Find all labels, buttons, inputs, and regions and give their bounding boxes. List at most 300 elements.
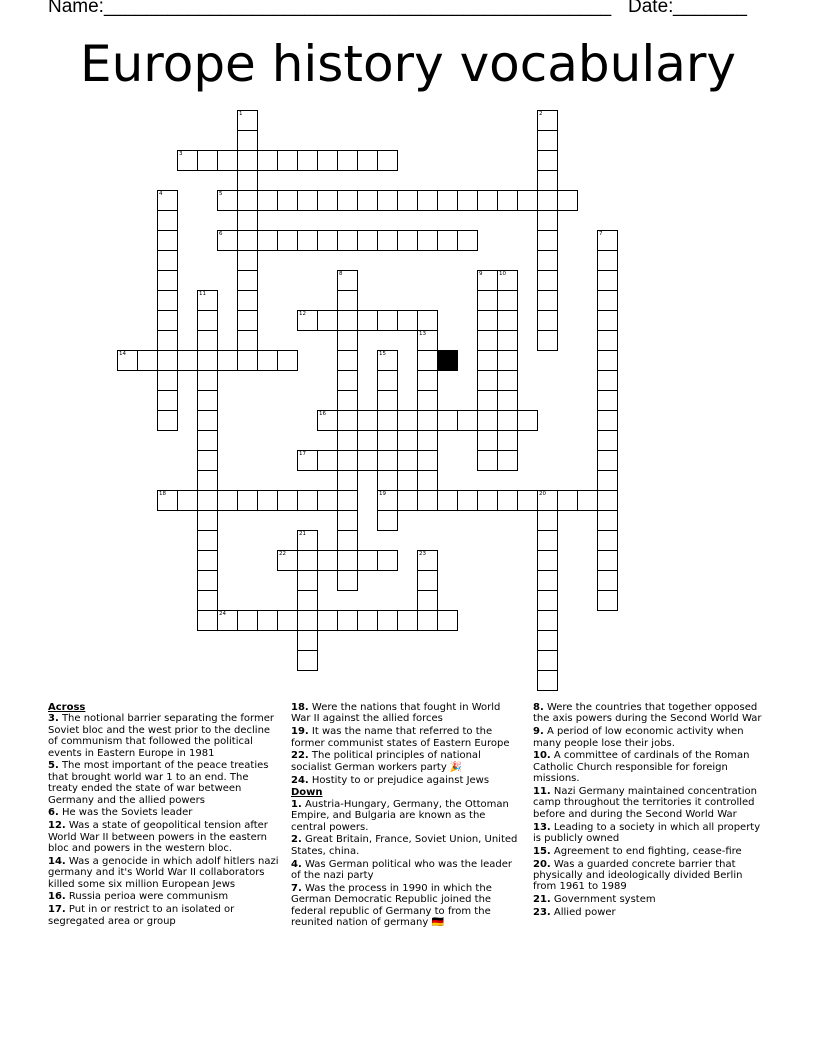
crossword-cell[interactable]: [537, 550, 558, 571]
crossword-cell[interactable]: [417, 470, 438, 491]
crossword-cell[interactable]: [317, 230, 338, 251]
crossword-cell[interactable]: [597, 290, 618, 311]
clue-item: [291, 750, 523, 773]
crossword-cell[interactable]: [397, 610, 418, 631]
crossword-cell[interactable]: [497, 330, 518, 351]
crossword-cell[interactable]: [297, 150, 318, 171]
crossword-cell[interactable]: [217, 230, 238, 251]
clue-number: 12.: [48, 820, 66, 832]
crossword-cell[interactable]: [337, 490, 358, 511]
crossword-cell[interactable]: [477, 390, 498, 411]
crossword-cell[interactable]: [197, 410, 218, 431]
crossword-cell[interactable]: [517, 190, 538, 211]
crossword-cell[interactable]: [217, 150, 238, 171]
crossword-cell[interactable]: [417, 550, 438, 571]
crossword-cell[interactable]: [377, 510, 398, 531]
crossword-cell[interactable]: [497, 310, 518, 331]
crossword-cell[interactable]: [377, 550, 398, 571]
date-blank-line[interactable]: _______: [673, 0, 747, 17]
crossword-cell[interactable]: [137, 350, 158, 371]
crossword-cell[interactable]: [117, 350, 138, 371]
crossword-cell[interactable]: [377, 450, 398, 471]
crossword-cell[interactable]: [417, 310, 438, 331]
crossword-cell[interactable]: [437, 410, 458, 431]
crossword-cell[interactable]: [537, 190, 558, 211]
crossword-cell[interactable]: [537, 570, 558, 591]
crossword-cell[interactable]: [597, 390, 618, 411]
clue-text: Was a guarded concrete barrier that physically and ideologically divided Berlin from 1961 to 1989: [533, 858, 743, 893]
crossword-cell[interactable]: [297, 490, 318, 511]
crossword-cell[interactable]: [157, 350, 178, 371]
crossword-cell[interactable]: [417, 610, 438, 631]
crossword-cell[interactable]: [537, 670, 558, 691]
clue-number: 21: [299, 531, 306, 537]
crossword-cell[interactable]: [237, 490, 258, 511]
crossword-cell[interactable]: [357, 410, 378, 431]
crossword-cell[interactable]: [337, 150, 358, 171]
crossword-cell[interactable]: [157, 210, 178, 231]
crossword-cell[interactable]: [437, 490, 458, 511]
clue-number: 10.: [533, 750, 551, 762]
crossword-cell[interactable]: [157, 390, 178, 411]
crossword-cell[interactable]: [417, 430, 438, 451]
crossword-cell[interactable]: [197, 430, 218, 451]
crossword-cell[interactable]: [417, 350, 438, 371]
crossword-cell[interactable]: [317, 610, 338, 631]
crossword-cell[interactable]: [317, 410, 338, 431]
crossword-cell[interactable]: [597, 450, 618, 471]
crossword-cell[interactable]: [477, 450, 498, 471]
clue-number: 11.: [533, 786, 551, 798]
crossword-cell[interactable]: [477, 490, 498, 511]
crossword-cell[interactable]: [597, 350, 618, 371]
crossword-cell[interactable]: [157, 250, 178, 271]
crossword-cell[interactable]: [357, 310, 378, 331]
crossword-cell[interactable]: [297, 530, 318, 551]
clue-item: [533, 846, 765, 857]
crossword-cell[interactable]: [377, 470, 398, 491]
clue-number: 20.: [533, 858, 551, 870]
crossword-cell[interactable]: [597, 310, 618, 331]
crossword-cell[interactable]: [377, 490, 398, 511]
crossword-cell[interactable]: [157, 190, 178, 211]
crossword-cell[interactable]: [317, 450, 338, 471]
crossword-cell[interactable]: [257, 230, 278, 251]
crossword-cell[interactable]: [397, 410, 418, 431]
crossword-cell[interactable]: [337, 370, 358, 391]
crossword-cell[interactable]: [417, 410, 438, 431]
crossword-cell[interactable]: [537, 110, 558, 131]
crossword-cell[interactable]: [537, 250, 558, 271]
crossword-cell[interactable]: [397, 450, 418, 471]
crossword-cell[interactable]: [497, 490, 518, 511]
crossword-cell[interactable]: [417, 590, 438, 611]
crossword-cell[interactable]: [237, 130, 258, 151]
crossword-cell[interactable]: [417, 190, 438, 211]
crossword-cell[interactable]: [297, 610, 318, 631]
crossword-cell[interactable]: [497, 370, 518, 391]
crossword-cell[interactable]: [337, 310, 358, 331]
clue-text: Was a state of geopolitical tension after World War II between powers in the eastern bloc and powers in the western bloc.: [48, 820, 268, 855]
crossword-cell[interactable]: [597, 410, 618, 431]
crossword-cell[interactable]: [477, 430, 498, 451]
crossword-cell[interactable]: [377, 230, 398, 251]
clue-text: Was the process in 1990 in which the German Democratic Republic joined the federal republic of Germany to from the reunited nation of germany 🇩🇪: [291, 882, 492, 929]
clue-item: [48, 891, 280, 902]
clue-number: 2: [539, 111, 543, 117]
name-blank-line[interactable]: ________________________________________________: [104, 0, 612, 17]
crossword-cell[interactable]: [537, 590, 558, 611]
crossword-cell[interactable]: [417, 570, 438, 591]
crossword-cell[interactable]: [597, 510, 618, 531]
clue-number: 1: [239, 111, 243, 117]
crossword-cell[interactable]: [537, 230, 558, 251]
clue-item: [533, 786, 765, 820]
crossword-cell[interactable]: [277, 350, 298, 371]
crossword-cell[interactable]: [337, 430, 358, 451]
crossword-cell[interactable]: [377, 410, 398, 431]
crossword-cell[interactable]: [377, 350, 398, 371]
crossword-cell[interactable]: [197, 390, 218, 411]
crossword-cell[interactable]: [377, 390, 398, 411]
crossword-cell[interactable]: [197, 570, 218, 591]
crossword-cell[interactable]: [337, 330, 358, 351]
crossword-cell[interactable]: [397, 230, 418, 251]
crossword-cell[interactable]: [237, 290, 258, 311]
crossword-cell[interactable]: [257, 610, 278, 631]
black-square: [437, 350, 458, 371]
crossword-cell[interactable]: [457, 490, 478, 511]
clue-number: 8.: [533, 702, 544, 713]
crossword-cell[interactable]: [197, 530, 218, 551]
crossword-cell[interactable]: [537, 270, 558, 291]
clue-number: 6: [219, 231, 223, 237]
crossword-cell[interactable]: [357, 610, 378, 631]
crossword-cell[interactable]: [197, 550, 218, 571]
crossword-cell[interactable]: [317, 150, 338, 171]
crossword-cell[interactable]: [297, 310, 318, 331]
crossword-cell[interactable]: [517, 410, 538, 431]
crossword-cell[interactable]: [237, 210, 258, 231]
across-clue-list-continued: [291, 702, 523, 786]
crossword-cell[interactable]: [297, 230, 318, 251]
crossword-cell[interactable]: [557, 490, 578, 511]
clue-item: [291, 702, 523, 725]
clue-text: Austria-Hungary, Germany, the Ottoman Empire, and Bulgaria are known as the central powers.: [291, 798, 509, 833]
crossword-cell[interactable]: [597, 550, 618, 571]
crossword-cell[interactable]: [317, 190, 338, 211]
crossword-cell[interactable]: [537, 510, 558, 531]
crossword-cell[interactable]: [277, 550, 298, 571]
clue-item: [533, 907, 765, 918]
clue-item: [48, 760, 280, 806]
clue-number: 13.: [533, 821, 551, 833]
crossword-cell[interactable]: [197, 490, 218, 511]
crossword-cell[interactable]: [597, 570, 618, 591]
clue-number: 3.: [48, 713, 59, 725]
crossword-cell[interactable]: [397, 190, 418, 211]
clue-number: 24.: [291, 774, 309, 786]
clue-number: 23.: [533, 907, 551, 919]
crossword-cell[interactable]: [597, 270, 618, 291]
crossword-cell[interactable]: [417, 490, 438, 511]
crossword-cell[interactable]: [597, 470, 618, 491]
crossword-cell[interactable]: [537, 490, 558, 511]
crossword-cell[interactable]: [317, 550, 338, 571]
clue-number: 9.: [533, 726, 544, 738]
crossword-cell[interactable]: [537, 150, 558, 171]
clue-item: [48, 807, 280, 818]
crossword-cell[interactable]: [357, 450, 378, 471]
crossword-cell[interactable]: [237, 250, 258, 271]
crossword-cell[interactable]: [597, 430, 618, 451]
crossword-cell[interactable]: [297, 630, 318, 651]
crossword-cell[interactable]: [337, 470, 358, 491]
crossword-cell[interactable]: [217, 350, 238, 371]
clue-item: [533, 726, 765, 749]
crossword-cell[interactable]: [197, 370, 218, 391]
crossword-cell[interactable]: [277, 190, 298, 211]
crossword-cell[interactable]: [377, 370, 398, 391]
crossword-cell[interactable]: [297, 570, 318, 591]
crossword-cell[interactable]: [297, 550, 318, 571]
crossword-cell[interactable]: [337, 550, 358, 571]
crossword-cell[interactable]: [277, 230, 298, 251]
crossword-cell[interactable]: [337, 570, 358, 591]
clue-number: 12: [299, 311, 306, 317]
crossword-cell[interactable]: [337, 230, 358, 251]
crossword-cell[interactable]: [257, 190, 278, 211]
clue-number: 1.: [291, 798, 302, 810]
crossword-cell[interactable]: [477, 270, 498, 291]
crossword-cell[interactable]: [557, 190, 578, 211]
clue-text: Agreement to end fighting, cease-fire: [550, 845, 742, 857]
crossword-cell[interactable]: [177, 490, 198, 511]
clue-number: 18: [159, 491, 166, 497]
crossword-cell[interactable]: [237, 330, 258, 351]
crossword-cell[interactable]: [497, 190, 518, 211]
crossword-cell[interactable]: [157, 290, 178, 311]
crossword-cell[interactable]: [537, 530, 558, 551]
crossword-cell[interactable]: [297, 590, 318, 611]
clue-number: 19.: [291, 726, 309, 738]
crossword-cell[interactable]: [417, 450, 438, 471]
crossword-cell[interactable]: [537, 210, 558, 231]
crossword-cell[interactable]: [337, 190, 358, 211]
crossword-cell[interactable]: [157, 310, 178, 331]
crossword-cell[interactable]: [477, 310, 498, 331]
clues-middle-column: [291, 702, 523, 930]
crossword-cell[interactable]: [477, 330, 498, 351]
crossword-cell[interactable]: [497, 450, 518, 471]
crossword-cell[interactable]: [597, 330, 618, 351]
crossword-cell[interactable]: [297, 190, 318, 211]
crossword-cell[interactable]: [337, 510, 358, 531]
clue-number: 4: [159, 191, 163, 197]
clue-text: The notional barrier separating the former Soviet bloc and the west prior to the decline of communism that followed the political events in Eastern Europe in 1981: [48, 713, 274, 759]
crossword-cell[interactable]: [297, 450, 318, 471]
clue-text: The political principles of national socialist German workers party 🎉: [291, 750, 481, 773]
crossword-cell[interactable]: [237, 190, 258, 211]
clue-item: [533, 750, 765, 784]
crossword-cell[interactable]: [337, 410, 358, 431]
crossword-cell[interactable]: [597, 370, 618, 391]
crossword-cell[interactable]: [197, 510, 218, 531]
crossword-cell[interactable]: [477, 410, 498, 431]
crossword-cell[interactable]: [277, 490, 298, 511]
crossword-cell[interactable]: [257, 490, 278, 511]
crossword-cell[interactable]: [197, 310, 218, 331]
crossword-cell[interactable]: [357, 190, 378, 211]
clue-item: [291, 726, 523, 749]
crossword-cell[interactable]: [197, 610, 218, 631]
crossword-cell[interactable]: [157, 490, 178, 511]
crossword-cell[interactable]: [377, 150, 398, 171]
crossword-cell[interactable]: [257, 150, 278, 171]
crossword-cell[interactable]: [197, 450, 218, 471]
crossword-cell[interactable]: [237, 110, 258, 131]
clue-number: 19: [379, 491, 386, 497]
crossword-cell[interactable]: [457, 230, 478, 251]
crossword-cell[interactable]: [377, 610, 398, 631]
crossword-cell[interactable]: [497, 290, 518, 311]
crossword-cell[interactable]: [197, 290, 218, 311]
crossword-cell[interactable]: [537, 630, 558, 651]
crossword-cell[interactable]: [177, 150, 198, 171]
crossword-cell[interactable]: [417, 230, 438, 251]
crossword-cell[interactable]: [317, 490, 338, 511]
crossword-cell[interactable]: [337, 270, 358, 291]
crossword-cell[interactable]: [337, 530, 358, 551]
crossword-cell[interactable]: [517, 490, 538, 511]
clue-text: Allied power: [550, 907, 616, 919]
down-clue-list: [291, 799, 523, 929]
crossword-cell[interactable]: [277, 610, 298, 631]
crossword-cell[interactable]: [237, 170, 258, 191]
crossword-cell[interactable]: [337, 390, 358, 411]
crossword-cell[interactable]: [397, 490, 418, 511]
crossword-cell[interactable]: [197, 330, 218, 351]
crossword-cell[interactable]: [157, 270, 178, 291]
crossword-cell[interactable]: [337, 350, 358, 371]
crossword-cell[interactable]: [537, 130, 558, 151]
crossword-cell[interactable]: [437, 610, 458, 631]
crossword-cell[interactable]: [217, 490, 238, 511]
crossword-cell[interactable]: [157, 230, 178, 251]
crossword-cell[interactable]: [437, 230, 458, 251]
crossword-cell[interactable]: [457, 190, 478, 211]
crossword-cell[interactable]: [577, 490, 598, 511]
crossword-cell[interactable]: [477, 350, 498, 371]
crossword-cell[interactable]: [197, 590, 218, 611]
crossword-cell[interactable]: [357, 550, 378, 571]
crossword-cell[interactable]: [237, 270, 258, 291]
crossword-cell[interactable]: [297, 650, 318, 671]
crossword-cell[interactable]: [397, 310, 418, 331]
clue-number: 16.: [48, 891, 66, 903]
crossword-cell[interactable]: [597, 590, 618, 611]
crossword-cell[interactable]: [597, 490, 618, 511]
clue-number: 4.: [291, 858, 302, 870]
crossword-cell[interactable]: [537, 310, 558, 331]
crossword-cell[interactable]: [497, 390, 518, 411]
crossword-cell[interactable]: [497, 410, 518, 431]
crossword-cell[interactable]: [157, 330, 178, 351]
crossword-cell[interactable]: [197, 470, 218, 491]
crossword-cell[interactable]: [337, 450, 358, 471]
crossword-cell[interactable]: [357, 150, 378, 171]
clue-text: Government system: [550, 894, 656, 906]
crossword-cell[interactable]: [217, 610, 238, 631]
clue-number: 14.: [48, 855, 66, 867]
crossword-cell[interactable]: [177, 350, 198, 371]
crossword-cell[interactable]: [197, 150, 218, 171]
clue-number: 18.: [291, 702, 309, 713]
crossword-cell[interactable]: [597, 250, 618, 271]
crossword-cell[interactable]: [537, 170, 558, 191]
crossword-cell[interactable]: [237, 230, 258, 251]
clue-number: 21.: [533, 894, 551, 906]
crossword-cell[interactable]: [537, 330, 558, 351]
crossword-cell[interactable]: [237, 350, 258, 371]
clue-text: Was German political who was the leader of the nazi party: [291, 858, 513, 882]
crossword-cell[interactable]: [477, 290, 498, 311]
crossword-cell[interactable]: [537, 290, 558, 311]
clue-number: 10: [499, 271, 506, 277]
clue-text: Leading to a society in which all property is publicly owned: [533, 821, 761, 845]
crossword-cell[interactable]: [537, 650, 558, 671]
clue-number: 23: [419, 551, 426, 557]
crossword-cell[interactable]: [597, 230, 618, 251]
crossword-cell[interactable]: [477, 370, 498, 391]
crossword-cell[interactable]: [257, 350, 278, 371]
clue-number: 2.: [291, 834, 302, 846]
clue-item: [533, 702, 765, 725]
crossword-cell[interactable]: [377, 430, 398, 451]
crossword-cell[interactable]: [337, 610, 358, 631]
crossword-cell[interactable]: [357, 230, 378, 251]
crossword-cell[interactable]: [377, 310, 398, 331]
crossword-cell[interactable]: [437, 190, 458, 211]
crossword-cell[interactable]: [597, 530, 618, 551]
crossword-cell[interactable]: [277, 150, 298, 171]
crossword-cell[interactable]: [497, 350, 518, 371]
clue-text: He was the Soviets leader: [58, 807, 193, 819]
crossword-cell[interactable]: [477, 190, 498, 211]
crossword-cell[interactable]: [337, 290, 358, 311]
crossword-cell[interactable]: [497, 270, 518, 291]
crossword-cell[interactable]: [197, 350, 218, 371]
crossword-cell[interactable]: [217, 190, 238, 211]
crossword-cell[interactable]: [417, 390, 438, 411]
crossword-cell[interactable]: [377, 190, 398, 211]
clue-item: [533, 894, 765, 905]
crossword-cell[interactable]: [317, 310, 338, 331]
crossword-cell[interactable]: [417, 330, 438, 351]
crossword-cell[interactable]: [237, 610, 258, 631]
crossword-cell[interactable]: [537, 610, 558, 631]
clue-text: Hostity to or prejudice against Jews: [308, 774, 490, 786]
clue-number: 5.: [48, 760, 59, 772]
crossword-cell[interactable]: [417, 370, 438, 391]
clue-number: 8: [339, 271, 343, 277]
crossword-cell[interactable]: [157, 410, 178, 431]
crossword-cell[interactable]: [457, 410, 478, 431]
crossword-cell[interactable]: [497, 430, 518, 451]
crossword-cell[interactable]: [157, 370, 178, 391]
crossword-cell[interactable]: [237, 310, 258, 331]
crossword-cell[interactable]: [237, 150, 258, 171]
